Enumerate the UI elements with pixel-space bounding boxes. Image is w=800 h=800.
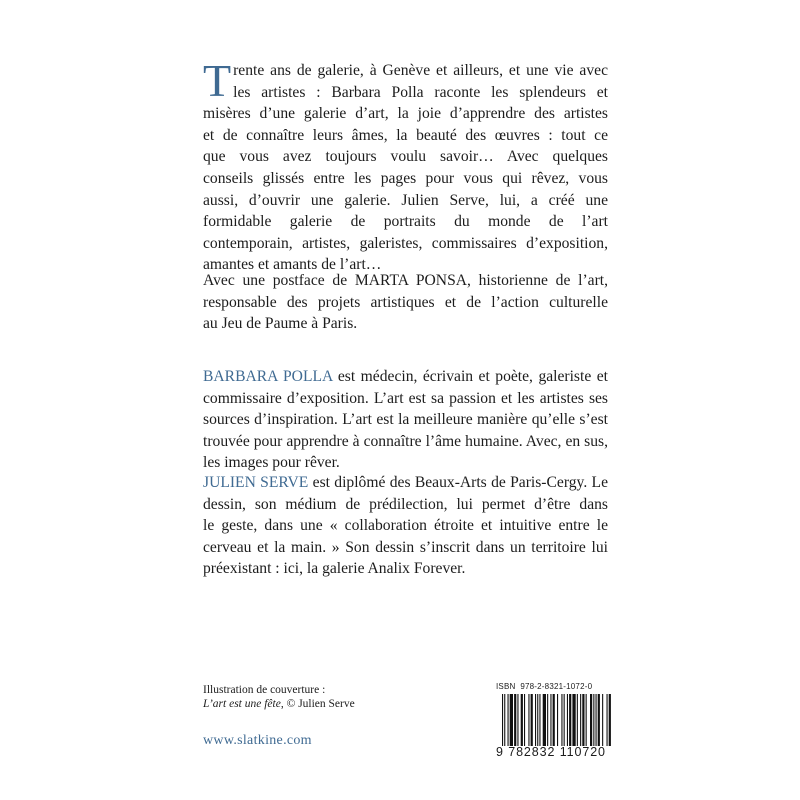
barcode-bar (607, 694, 608, 746)
credit-label: Illustration de couverture : (203, 684, 326, 696)
barcode-bar (567, 694, 568, 746)
barcode-bar (510, 694, 513, 746)
intro-paragraph (203, 55, 608, 276)
barcode-bar (524, 694, 525, 746)
bio-first-line (203, 366, 608, 388)
bio-line: commissaire d’exposition. L’art est sa passion et les artistes ses (203, 389, 608, 407)
cover-illustration-credit (203, 683, 355, 711)
barcode-bar (609, 694, 611, 746)
intro-line: les artistes : Barbara Polla raconte les splendeurs et (233, 83, 608, 101)
barcode-icon (502, 694, 612, 746)
bio-first-line-rest: est médecin, écrivain et poète, galeriste et (332, 368, 608, 385)
postface-line: Avec une postface de MARTA PONSA, historienne de l’art, (203, 272, 608, 289)
barcode-bar (531, 694, 533, 746)
publisher-website-link[interactable]: www.slatkine.com (203, 733, 312, 748)
barcode-bar (586, 694, 587, 746)
barcode-bar (596, 694, 597, 746)
barcode-bar (577, 694, 578, 746)
credit-detail (203, 697, 355, 711)
bio-line: préexistant : ici, la galerie Analix Forever. (203, 560, 466, 578)
bio-first-line-rest: est diplômé des Beaux-Arts de Paris-Cergy. Le (308, 474, 608, 491)
barcode-bar (593, 694, 594, 746)
barcode-bar (517, 694, 518, 746)
barcode-bar (535, 694, 536, 746)
barcode-bar (543, 694, 546, 746)
postface-line: au Jeu de Paume à Paris. (203, 315, 358, 333)
barcode-bar (582, 694, 584, 746)
barcode-bar (553, 694, 555, 746)
barcode-bar (590, 694, 592, 746)
barcode-bar (514, 694, 516, 746)
barcode-bar (557, 694, 558, 746)
bio-line: les images pour rêver. (203, 454, 340, 472)
intro-line: formidable galerie de portraits du monde de l’art (203, 213, 608, 231)
postface-line: responsable des projets artistiques et de l’action culturelle (203, 293, 608, 311)
barcode-bar (521, 694, 523, 746)
barcode-bar (508, 694, 509, 746)
barcode-bar (550, 694, 551, 746)
barcode-bar (547, 694, 548, 746)
bio-line: dessin, son médium de prédilection, lui permet d’être dans (203, 495, 608, 513)
barcode-bar (564, 694, 565, 746)
barcode-bar (569, 694, 571, 746)
barcode-bar (602, 694, 603, 746)
barcode-bar (504, 694, 505, 746)
artist-name-serve: JULIEN SERVE (203, 474, 309, 491)
intro-line: que vous avez toujours voulu savoir… Avec quelques (203, 148, 608, 166)
postface-paragraph (203, 270, 608, 335)
barcode-bar (572, 694, 575, 746)
isbn-number: 978-2-8321-1072-0 (520, 682, 593, 691)
intro-line: amantes et amants de l’art… (203, 256, 382, 274)
intro-line: et de connaître leurs âmes, la beauté des œuvres : tout ce (203, 126, 608, 144)
intro-line: misères d’une galerie d’art, la joie d’apprendre des artistes (203, 105, 608, 123)
intro-line: rente ans de galerie, à Genève et ailleurs, et une vie avec (233, 62, 608, 79)
barcode-bar (537, 694, 538, 746)
isbn-text (496, 682, 612, 691)
bio-line: le geste, dans une « collaboration étroite et intuitive entre le (203, 517, 608, 535)
barcode-bar (528, 694, 529, 746)
barcode-bar (561, 694, 562, 746)
bio-line: trouvée pour apprendre à connaître l’âme humaine. Avec, en sus, (203, 432, 608, 450)
bio-first-line (203, 472, 608, 494)
ean-digits: 9 782832 110720 (496, 745, 606, 759)
barcode-bar (539, 694, 540, 746)
bio-line: sources d’inspiration. L’art est la meilleure manière qu’elle s’est (203, 411, 608, 429)
isbn-barcode-block (496, 682, 612, 764)
intro-line: conseils glissés entre les pages pour vous qui rêvez, vous (203, 169, 608, 187)
barcode-bar (598, 694, 600, 746)
intro-line: contemporain, artistes, galeristes, commissaires d’exposition, (203, 234, 608, 252)
author-name-polla: BARBARA POLLA (203, 368, 333, 385)
intro-line: aussi, d’ouvrir une galerie. Julien Serve, lui, a créé une (203, 191, 608, 209)
isbn-label: ISBN (496, 682, 516, 691)
author-bio-polla (203, 366, 608, 474)
credit-title: L’art est une fête (203, 698, 281, 710)
drop-cap: T (203, 55, 232, 106)
credit-copyright: , © Julien Serve (280, 698, 355, 710)
bio-line: cerveau et la main. » Son dessin s’inscrit dans un territoire lui (203, 538, 608, 556)
barcode-bar (580, 694, 581, 746)
barcode-bar (502, 694, 503, 746)
artist-bio-serve (203, 472, 608, 580)
